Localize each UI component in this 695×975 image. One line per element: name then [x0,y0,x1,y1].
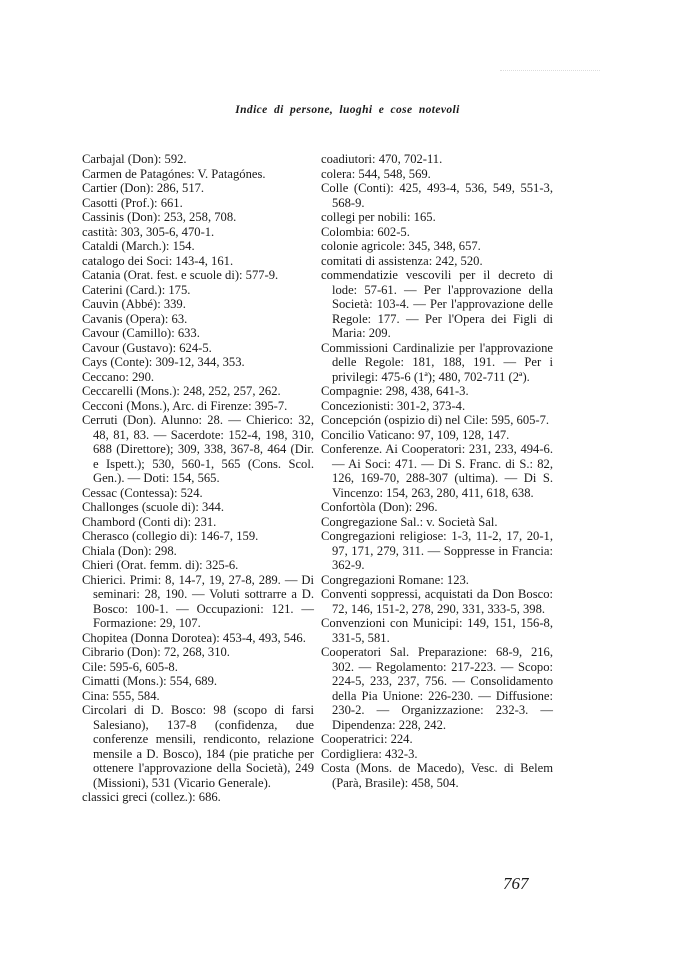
index-column-right [321,152,553,790]
index-entry: Concilio Vaticano: 97, 109, 128, 147. [321,427,510,442]
index-entry: Chambord (Conti di): 231. [82,514,217,529]
index-entry: Colombia: 602-5. [321,224,410,239]
index-entry: Cartier (Don): 286, 517. [82,181,205,195]
index-entry: Congregazioni religiose: 1-3, 11-2, 17, 20-1, 97, 171, 279, 311. — Soppresse in Francia: 362-9. [321,529,553,572]
index-entry: Ceccano: 290. [82,369,155,384]
page-number: 767 [503,874,529,893]
index-entry: Caterini (Card.): 175. [82,282,191,297]
index-entry: commendatizie vescovili per il decreto di lode: 57-61. — Per l'approvazione della Società: 103-4. — Per l'approvazione delle Regole: 177. — Per l'Opera dei Figli di Maria: 209. [321,268,553,340]
index-entry: Conventi soppressi, acquistati da Don Bosco: 72, 146, 151-2, 278, 290, 331, 333-5, 398. [321,587,553,616]
index-entry: Congregazione Sal.: v. Società Sal. [321,514,498,529]
index-entry: Chieri (Orat. femm. di): 325-6. [82,558,239,572]
index-entry: Congregazioni Romane: 123. [321,572,469,587]
index-entry: Circolari di D. Bosco: 98 (scopo di farsi Salesiano), 137-8 (confidenza, due conferenze mensili, rendiconto, relazione mensile a D. Bosco), 184 (pie pratiche per ottenere l'approvazione della Società), 249 (Missioni), 531 (Vicario Generale). [82,703,314,790]
index-entry: Cecconi (Mons.), Arc. di Firenze: 395-7. [82,398,288,413]
index-entry: Cays (Conte): 309-12, 344, 353. [82,355,245,369]
index-entry: Convenzioni con Municipi: 149, 151, 156-8, 331-5, 581. [321,616,553,645]
index-entry: Cile: 595-6, 605-8. [82,659,178,674]
index-entry: Compagnie: 298, 438, 641-3. [321,384,469,398]
index-entry: Catania (Orat. fest. e scuole di): 577-9. [82,268,279,282]
index-entry: Cina: 555, 584. [82,688,160,703]
index-entry: Cavanis (Opera): 63. [82,311,188,326]
index-entry: colonie agricole: 345, 348, 657. [321,239,481,253]
index-entry: Cordigliera: 432-3. [321,746,418,761]
running-head: Indice di persone, luoghi e cose notevoli [235,104,460,116]
index-entry: Cataldi (March.): 154. [82,239,195,253]
index-entry: Carmen de Patagónes: V. Patagónes. [82,166,266,181]
index-entry: Cooperatrici: 224. [321,732,413,746]
index-entry: Cherasco (collegio di): 146-7, 159. [82,529,259,543]
index-entry: Cerruti (Don). Alunno: 28. — Chierico: 32, 48, 81, 83. — Sacerdote: 152-4, 198, 310, 688 (Direttore); 309, 338, 367-8, 464 (Dir. e Ispett.); 530, 560-1, 565 (Cons. Scol. Gen.). — Doti: 154, 565. [82,413,314,485]
index-entry: coadiutori: 470, 702-11. [321,152,443,166]
scan-artifact [500,70,600,71]
index-entry: Casotti (Prof.): 661. [82,195,183,210]
index-entry: Cavour (Gustavo): 624-5. [82,340,212,355]
index-entry: catalogo dei Soci: 143-4, 161. [82,253,234,268]
index-entry: Ceccarelli (Mons.): 248, 252, 257, 262. [82,384,281,398]
index-entry: Costa (Mons. de Macedo), Vesc. di Belem (Parà, Brasile): 458, 504. [321,761,553,790]
index-entry: Conferenze. Ai Cooperatori: 231, 233, 494-6. — Ai Soci: 471. — Di S. Franc. di S.: 82, 126, 169-70, 288-307 (ultima). — Di S. Vincenzo: 154, 263, 280, 411, 618, 638. [321,442,553,500]
index-entry: castità: 303, 305-6, 470-1. [82,224,215,239]
index-entry: Colle (Conti): 425, 493-4, 536, 549, 551-3, 568-9. [321,181,553,210]
index-entry: Confortòla (Don): 296. [321,500,438,514]
index-entry: Chopitea (Donna Dorotea): 453-4, 493, 546. [82,630,306,645]
index-entry: Concepción (ospizio di) nel Cile: 595, 605-7. [321,413,550,427]
index-entry: Cassinis (Don): 253, 258, 708. [82,210,237,224]
index-entry: Cibrario (Don): 72, 268, 310. [82,645,230,659]
index-entry: comitati di assistenza: 242, 520. [321,253,483,268]
index-entry: Cooperatori Sal. Preparazione: 68-9, 216, 302. — Regolamento: 217-223. — Scopo: 224-5, 233, 237, 756. — Consolidamento della Pia Unione: 226-230. — Diffusione: 230-2. — Organizzazione: 232-3. — Dipendenza: 228, 242. [321,645,553,732]
index-column-left [82,152,314,805]
index-entry: Cimatti (Mons.): 554, 689. [82,674,218,688]
index-entry: Cessac (Contessa): 524. [82,485,203,500]
index-entry: Cauvin (Abbé): 339. [82,297,186,311]
index-entry: Commissioni Cardinalizie per l'approvazione delle Regole: 181, 188, 191. — Per i privilegi: 475-6 (1ª); 480, 702-711 (2ª). [321,340,553,384]
index-entry: Chiala (Don): 298. [82,543,177,558]
index-entry: Chierici. Primi: 8, 14-7, 19, 27-8, 289. — Di seminari: 28, 190. — Voluti sottrarre a D. Bosco: 100-1. — Occupazioni: 121. — Formazione: 29, 107. [82,572,314,630]
index-entry: Concezionisti: 301-2, 373-4. [321,398,466,413]
index-entry: classici greci (collez.): 686. [82,790,221,804]
index-entry: Cavour (Camillo): 633. [82,326,200,340]
index-entry: collegi per nobili: 165. [321,210,436,224]
index-entry: Challonges (scuole di): 344. [82,500,225,514]
index-entry: Carbajal (Don): 592. [82,152,187,166]
index-entry: colera: 544, 548, 569. [321,166,431,181]
